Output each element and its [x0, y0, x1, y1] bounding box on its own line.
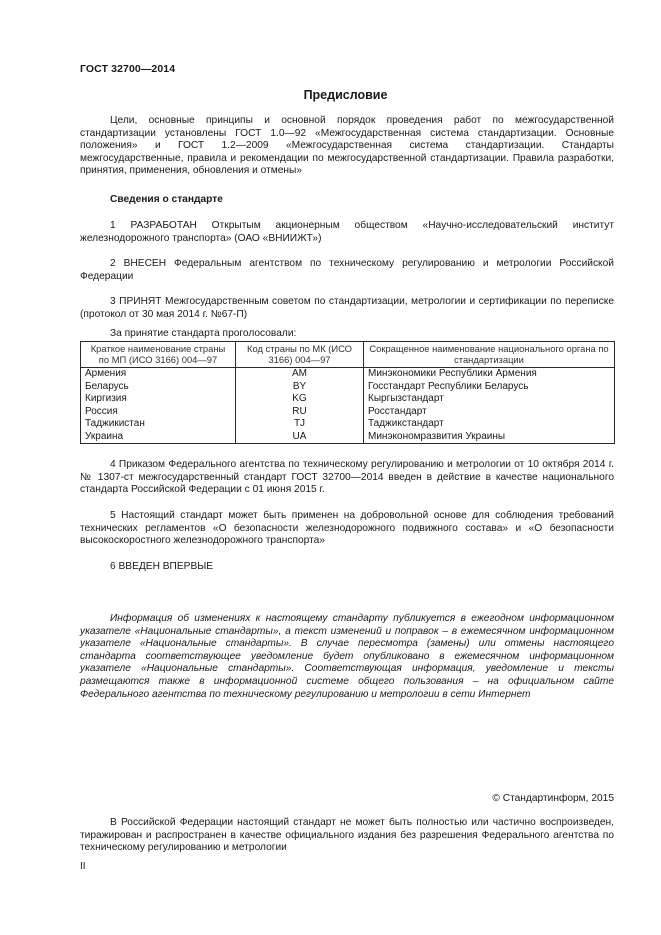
body-cell: Кыргызстандарт [364, 393, 615, 406]
item-3 [80, 296, 614, 321]
body-cell: Госстандарт Республики Беларусь [364, 380, 615, 393]
body-cell: Таджикстандарт [364, 418, 615, 431]
info-note-text: Информация об изменениях к настоящему стандарту публикуется в ежегодном информационном указателе «Национальные стандарты», а текст изменений и поправок – в ежемесячном информационном указателе «Национальные стандарты». В случае пересмотра (замены) или отмены настоящего стандарта соответствующее уведомление будет опубликовано в ежемесячном информационном указателе «Национальные стандарты». Соответствующая информация, уведомление и тексты размещаются также в информационной системе общего пользования – на официальном сайте Федерального агентства по техническому регулированию и метрологии в сети Интернет [80, 613, 614, 700]
country-cell: Киргизия [81, 393, 236, 406]
intro-paragraph [80, 115, 614, 178]
legal-note-text: В Российской Федерации настоящий стандарт не может быть полностью или частично воспроизведен, тиражирован и распространен в качестве официального издания без разрешения Федерального агентства по техническому регулированию и метрологии [80, 817, 614, 854]
code-cell: TJ [236, 418, 364, 431]
item-2 [80, 258, 614, 283]
column-header-code: Код страны по МК (ИСО 3166) 004—97 [236, 342, 364, 368]
table-header-row [81, 342, 615, 368]
body-cell: Росстандарт [364, 405, 615, 418]
country-cell: Беларусь [81, 380, 236, 393]
section-title: Сведения о стандарте [110, 194, 223, 205]
country-cell: Армения [81, 367, 236, 380]
legal-note [80, 817, 614, 855]
page-number: II [80, 861, 86, 872]
table-row [81, 430, 615, 443]
table-row [81, 367, 615, 380]
table-row [81, 418, 615, 431]
item-5 [80, 510, 614, 548]
item-1 [80, 220, 614, 245]
intro-text: Цели, основные принципы и основной порядок проведения работ по межгосударственной стандартизации установлены ГОСТ 1.0—92 «Межгосударственная система стандартизации. Основные положения» и ГОСТ 1.2—2009 «Межгосударственная система стандартизации. Стандарты межгосударственные, правила и рекомендации по межгосударственной стандартизации. Правила разработки, принятия, применения, обновления и отмены» [80, 115, 614, 177]
code-cell: UA [236, 430, 364, 443]
table-row [81, 405, 615, 418]
item-1-text: 1 РАЗРАБОТАН Открытым акционерным обществом «Научно-исследовательский институт железнодорожного транспорта» (ОАО «ВНИИЖТ») [80, 220, 614, 244]
item-2-text: 2 ВНЕСЕН Федеральным агентством по техническому регулированию и метрологии Российской Федерации [80, 258, 614, 282]
info-note [80, 613, 614, 701]
country-cell: Таджикистан [81, 418, 236, 431]
item-4 [80, 459, 614, 497]
copyright: © Стандартинформ, 2015 [492, 793, 614, 804]
item-6: 6 ВВЕДЕН ВПЕРВЫЕ [110, 561, 214, 572]
body-cell: Минэкономики Республики Армения [364, 367, 615, 380]
vote-caption: За принятие стандарта проголосовали: [110, 328, 297, 339]
document-header: ГОСТ 32700—2014 [80, 63, 176, 75]
country-cell: Украина [81, 430, 236, 443]
country-cell: Россия [81, 405, 236, 418]
item-3-text: 3 ПРИНЯТ Межгосударственным советом по стандартизации, метрологии и сертификации по переписке (протокол от 30 мая 2014 г. №67-П) [80, 296, 614, 320]
voting-table [80, 341, 615, 444]
page-title: Предисловие [303, 88, 388, 102]
item-5-text: 5 Настоящий стандарт может быть применен на добровольной основе для соблюдения требований технических регламентов «О безопасности железнодорожного подвижного состава» и «О безопасности высокоскоростного железнодорожного транспорта» [80, 510, 614, 547]
item-4-text: 4 Приказом Федерального агентства по техническому регулированию и метрологии от 10 октября 2014 г. № 1307-ст межгосударственный стандарт ГОСТ 32700—2014 введен в действие в качестве национального стандарта Российской Федерации с 01 июня 2015 г. [80, 459, 614, 496]
code-cell: BY [236, 380, 364, 393]
body-cell: Минэкономразвития Украины [364, 430, 615, 443]
code-cell: RU [236, 405, 364, 418]
table-row [81, 380, 615, 393]
column-header-body: Сокращенное наименование национального органа по стандартизации [364, 342, 615, 368]
table-row [81, 393, 615, 406]
code-cell: AM [236, 367, 364, 380]
code-cell: KG [236, 393, 364, 406]
column-header-country: Краткое наименование страны по МП (ИСО 3166) 004—97 [81, 342, 236, 368]
